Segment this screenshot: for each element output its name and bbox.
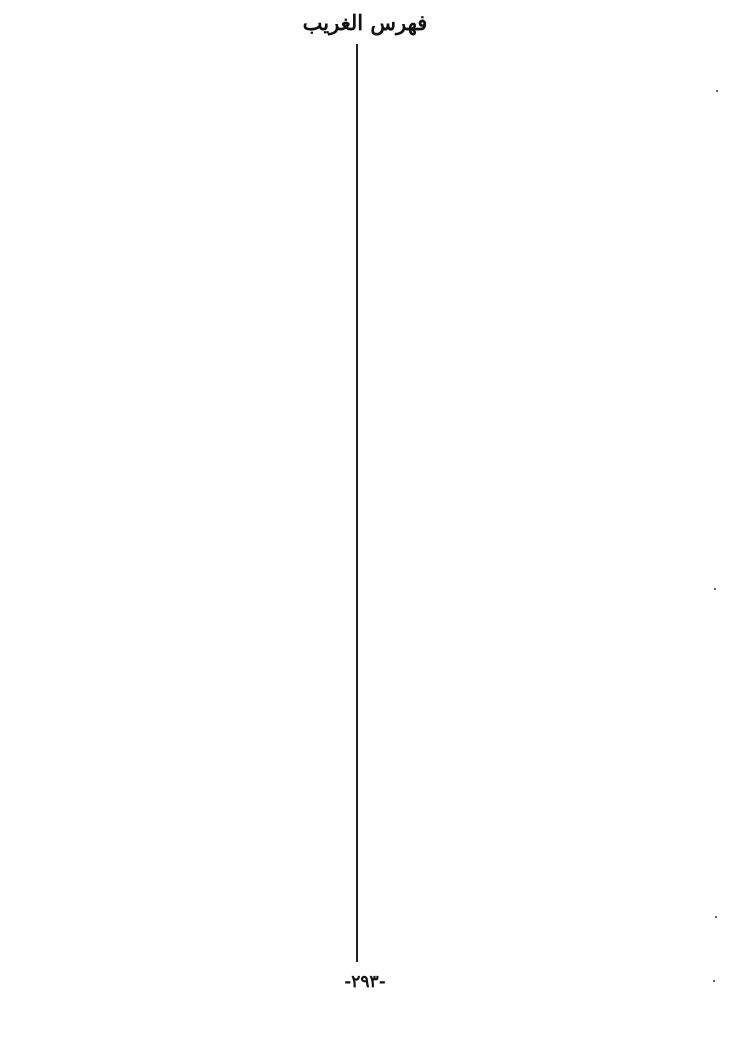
column-divider [356, 44, 358, 962]
page-number: -٢٩٣- [344, 972, 386, 992]
margin-speck [714, 588, 716, 590]
page-title: فهرس الغريب [302, 10, 428, 35]
margin-speck [713, 980, 715, 982]
margin-speck [716, 90, 718, 92]
margin-speck [715, 916, 717, 918]
